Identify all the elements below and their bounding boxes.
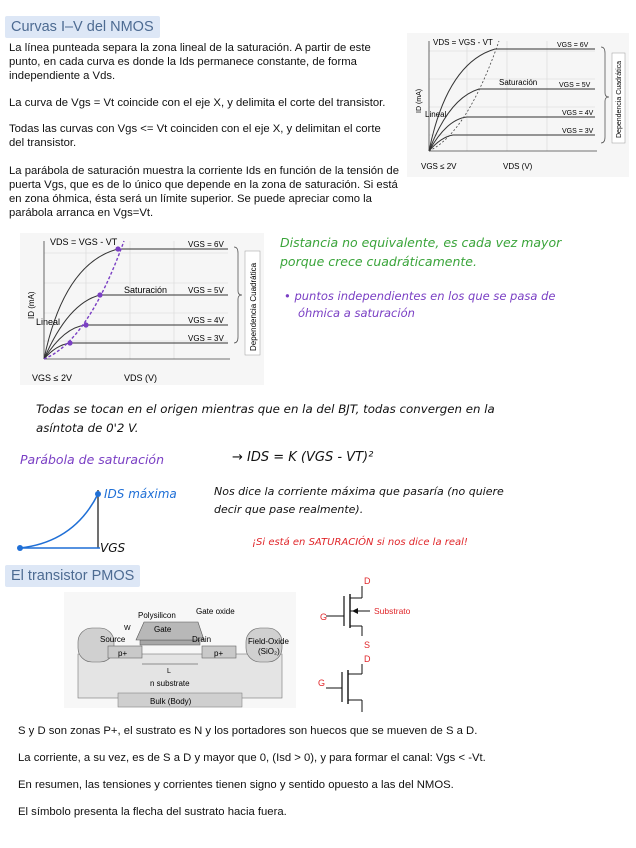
small-curve-3: VGS = 3V (562, 128, 594, 135)
small-y-label: ID (mA) (416, 88, 423, 113)
large-curve-3: VGS = 3V (188, 334, 224, 343)
label-gate: Gate (154, 625, 172, 634)
small-saturacion: Saturación (499, 78, 538, 87)
small-dependencia: Dependencia Cuadrática (616, 60, 623, 138)
label-field-oxide: Field-Oxide (248, 637, 289, 646)
label-drain: Drain (192, 635, 212, 644)
pmos-paragraph-3: En resumen, las tensiones y corrientes tienen signo y sentido opuesto a las del NMOS. (18, 779, 454, 791)
label-l: L (167, 668, 171, 675)
label-source: Source (100, 635, 126, 644)
pmos-paragraph-1: S y D son zonas P+, el sustrato es N y los portadores son huecos que se mueven de S a D. (18, 725, 478, 737)
small-x-label: VDS (V) (503, 162, 533, 171)
parabola-sketch (14, 482, 114, 558)
small-curve-4: VGS = 4V (562, 110, 594, 117)
paragraph-1: La línea punteada separa la zona lineal de la saturación. A partir de este punto, en cada curva es donde la Ids permanece constante, de forma independiente a Vds. (9, 42, 371, 82)
label-n-substrate: n substrate (150, 679, 190, 688)
vgs-axis-label: VGS (100, 541, 126, 555)
red-note: ¡Si está en SATURACIÓN si nos dice la real! (252, 537, 468, 548)
small-lineal: Lineal (425, 110, 447, 119)
large-saturacion: Saturación (124, 285, 168, 295)
small-curve-6: VGS = 6V (557, 42, 589, 49)
small-top-label: VDS = VGS - VT (433, 38, 493, 47)
paragraph-4: La parábola de saturación muestra la corriente Ids en función de la tensión de puerta Vgs, que es de lo único que depende en la zona de saturación. Si está en zona óhmica, ésta será un límite superior. Se puede apreciar como la parábola arranca en Vgs=Vt. (9, 165, 399, 219)
note-black-2: asíntota de 0'2 V. (36, 421, 139, 435)
pmos-paragraph-4: El símbolo presenta la flecha del sustrato hacia fuera. (18, 806, 287, 818)
pmos-symbols (312, 574, 442, 714)
note-green-2: porque crece cuadráticamente. (280, 254, 477, 269)
ids-max-label: IDS máxima (104, 487, 177, 501)
large-y-label: ID (mA) (27, 291, 36, 319)
paragraph-3: Todas las curvas con Vgs <= Vt coinciden con el eje X, y delimitan el corte del transistor. (9, 123, 381, 149)
large-curve-6: VGS = 6V (188, 240, 224, 249)
pmos-paragraph-2: La corriente, a su vez, es de S a D y mayor que 0, (Isd > 0), y para formar el canal: Vgs < -Vt. (18, 752, 486, 764)
sym2-g: G (318, 678, 326, 688)
small-corner-label: VGS ≤ 2V (421, 162, 457, 171)
iv-graph-small (407, 33, 629, 177)
large-curve-4: VGS = 4V (188, 316, 224, 325)
parabola-formula: → IDS = K (VGS - VT)² (232, 450, 374, 465)
large-x-label: VDS (V) (124, 373, 158, 383)
large-dependencia: Dependencia Cuadrática (249, 262, 258, 351)
large-top-label: VDS = VGS - VT (50, 237, 118, 247)
large-corner-label: VGS ≤ 2V (32, 373, 72, 383)
parabola-label: Parábola de saturación (20, 452, 164, 467)
sym1-s: S (364, 640, 371, 650)
nos-dice-2: decir que pase realmente). (214, 503, 364, 516)
section-title-nmos: Curvas I–V del NMOS (5, 16, 160, 38)
section-title-pmos: El transistor PMOS (5, 565, 140, 587)
large-curve-5: VGS = 5V (188, 286, 224, 295)
large-lineal: Lineal (36, 317, 61, 327)
sym1-g: G (320, 612, 328, 622)
paragraph-2: La curva de Vgs = Vt coincide con el eje X, y delimita el corte del transistor. (9, 97, 386, 109)
note-black-1: Todas se tocan en el origen mientras que en la del BJT, todas convergen en la (36, 402, 495, 416)
label-sio2: (SiO₂) (258, 647, 280, 656)
label-p-plus-source: p+ (118, 649, 128, 658)
note-green-1: Distancia no equivalente, es cada vez mayor (280, 235, 562, 250)
iv-graph-large (20, 233, 264, 385)
pmos-cross-section (64, 592, 296, 708)
label-gate-oxide: Gate oxide (196, 607, 235, 616)
sym2-d: D (364, 654, 371, 664)
note-purple-2: óhmica a saturación (298, 306, 415, 320)
note-purple-1: • puntos independientes en los que se pasa de (284, 289, 556, 303)
small-curve-5: VGS = 5V (559, 82, 591, 89)
nos-dice-1: Nos dice la corriente máxima que pasaría (no quiere (214, 485, 504, 498)
label-bulk: Bulk (Body) (150, 697, 192, 706)
sym1-substrate: Substrato (374, 606, 411, 616)
sym1-d: D (364, 576, 371, 586)
label-polysilicon: Polysilicon (138, 611, 176, 620)
label-w: W (124, 625, 131, 632)
label-p-plus-drain: p+ (214, 649, 224, 658)
